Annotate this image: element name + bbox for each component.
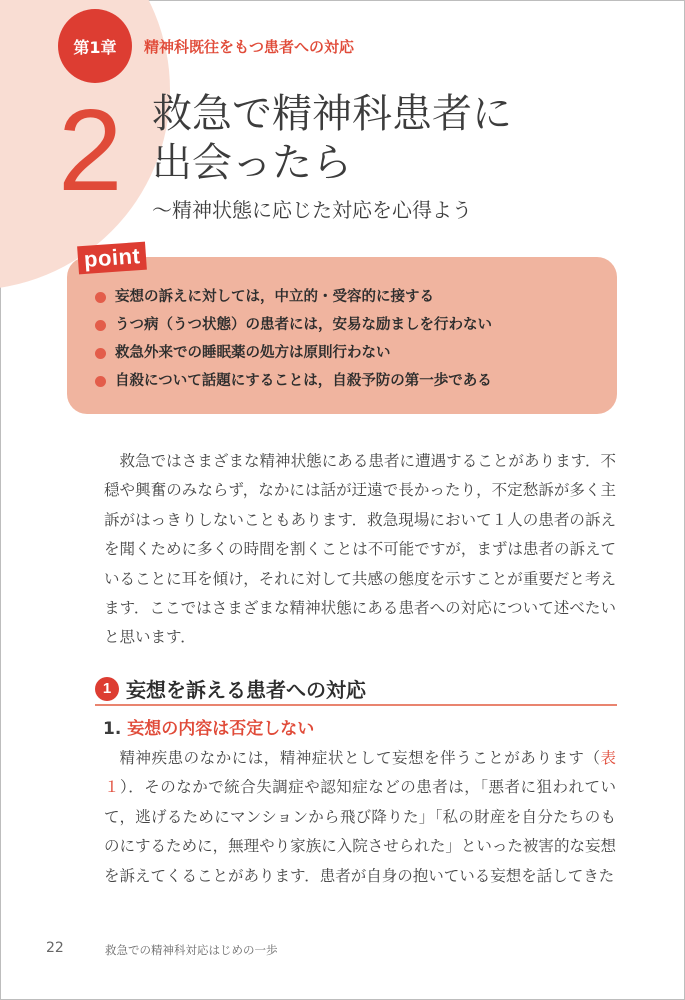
- running-footer-title: 救急での精神科対応はじめの一歩: [105, 943, 278, 957]
- point-item-text: うつ病（うつ状態）の患者には，安易な励ましを行わない: [115, 317, 492, 333]
- body-text-start: 精神疾患のなかには，精神症状として妄想を伴うことがあります（: [119, 749, 601, 767]
- point-item-text: 救急外来での睡眠薬の処方は原則行わない: [115, 345, 391, 361]
- page-title: [152, 90, 512, 188]
- subsection-heading: [103, 714, 314, 739]
- bullet-dot-icon: [95, 320, 106, 331]
- page-title-line-1: 救急で精神科患者に: [152, 91, 512, 137]
- subsection-heading-number: 1.: [103, 719, 122, 739]
- section-heading: [95, 674, 366, 703]
- section-heading-number: 1: [95, 677, 119, 701]
- intro-paragraph: 救急ではさまざまな精神状態にある患者に遭遇することがあります．不穏や興奮のみならず，なかには話が迂遠で長かったり，不定愁訴が多く主訴がはっきりしないこともあります．救急現場において１人の患者の訴えを聞くために多くの時間を割くことは不可能ですが，まずは患者の訴えていることに耳を傾け，それに対して共感の態度を示すことが重要だと考えます．ここではさまざまな精神状態にある患者への対応について述べたいと思います．: [104, 452, 616, 647]
- section-heading-text: 妄想を訴える患者への対応: [126, 678, 366, 702]
- point-item: [95, 311, 492, 339]
- point-item-text: 妄想の訴えに対しては，中立的・受容的に接する: [115, 289, 434, 305]
- chapter-title: 精神科既往をもつ患者への対応: [144, 38, 355, 56]
- bullet-dot-icon: [95, 348, 106, 359]
- body-text-rest: ）．そのなかで統合失調症や認知症などの患者は，「悪者に狙われていて，逃げるためにマンションから飛び降りた」「私の財産を自分たちのものにするために，無理やり家族に入院させられた」といった被害的な妄想を訴えてくることがあります．患者が自身の抱いている妄想を話してきた: [104, 778, 616, 885]
- point-item-text: 自殺について話題にすることは，自殺予防の第一歩である: [115, 373, 492, 389]
- table-reference-link[interactable]: 表１: [104, 749, 616, 797]
- section-number: 2: [58, 85, 123, 215]
- page-number: 22: [46, 940, 64, 956]
- chapter-badge-label: 第1章: [73, 37, 117, 57]
- point-list: [95, 283, 492, 395]
- point-label: point: [77, 242, 147, 275]
- page-title-line-2: 出会ったら: [152, 140, 352, 186]
- bullet-dot-icon: [95, 292, 106, 303]
- body-paragraph: [104, 744, 616, 891]
- subsection-heading-text: 妄想の内容は否定しない: [127, 719, 315, 739]
- bullet-dot-icon: [95, 376, 106, 387]
- page-subtitle: 〜精神状態に応じた対応を心得よう: [152, 198, 472, 222]
- section-heading-rule: [95, 704, 617, 706]
- point-item: [95, 367, 492, 395]
- chapter-badge: [58, 9, 132, 83]
- point-item: [95, 339, 492, 367]
- point-item: [95, 283, 492, 311]
